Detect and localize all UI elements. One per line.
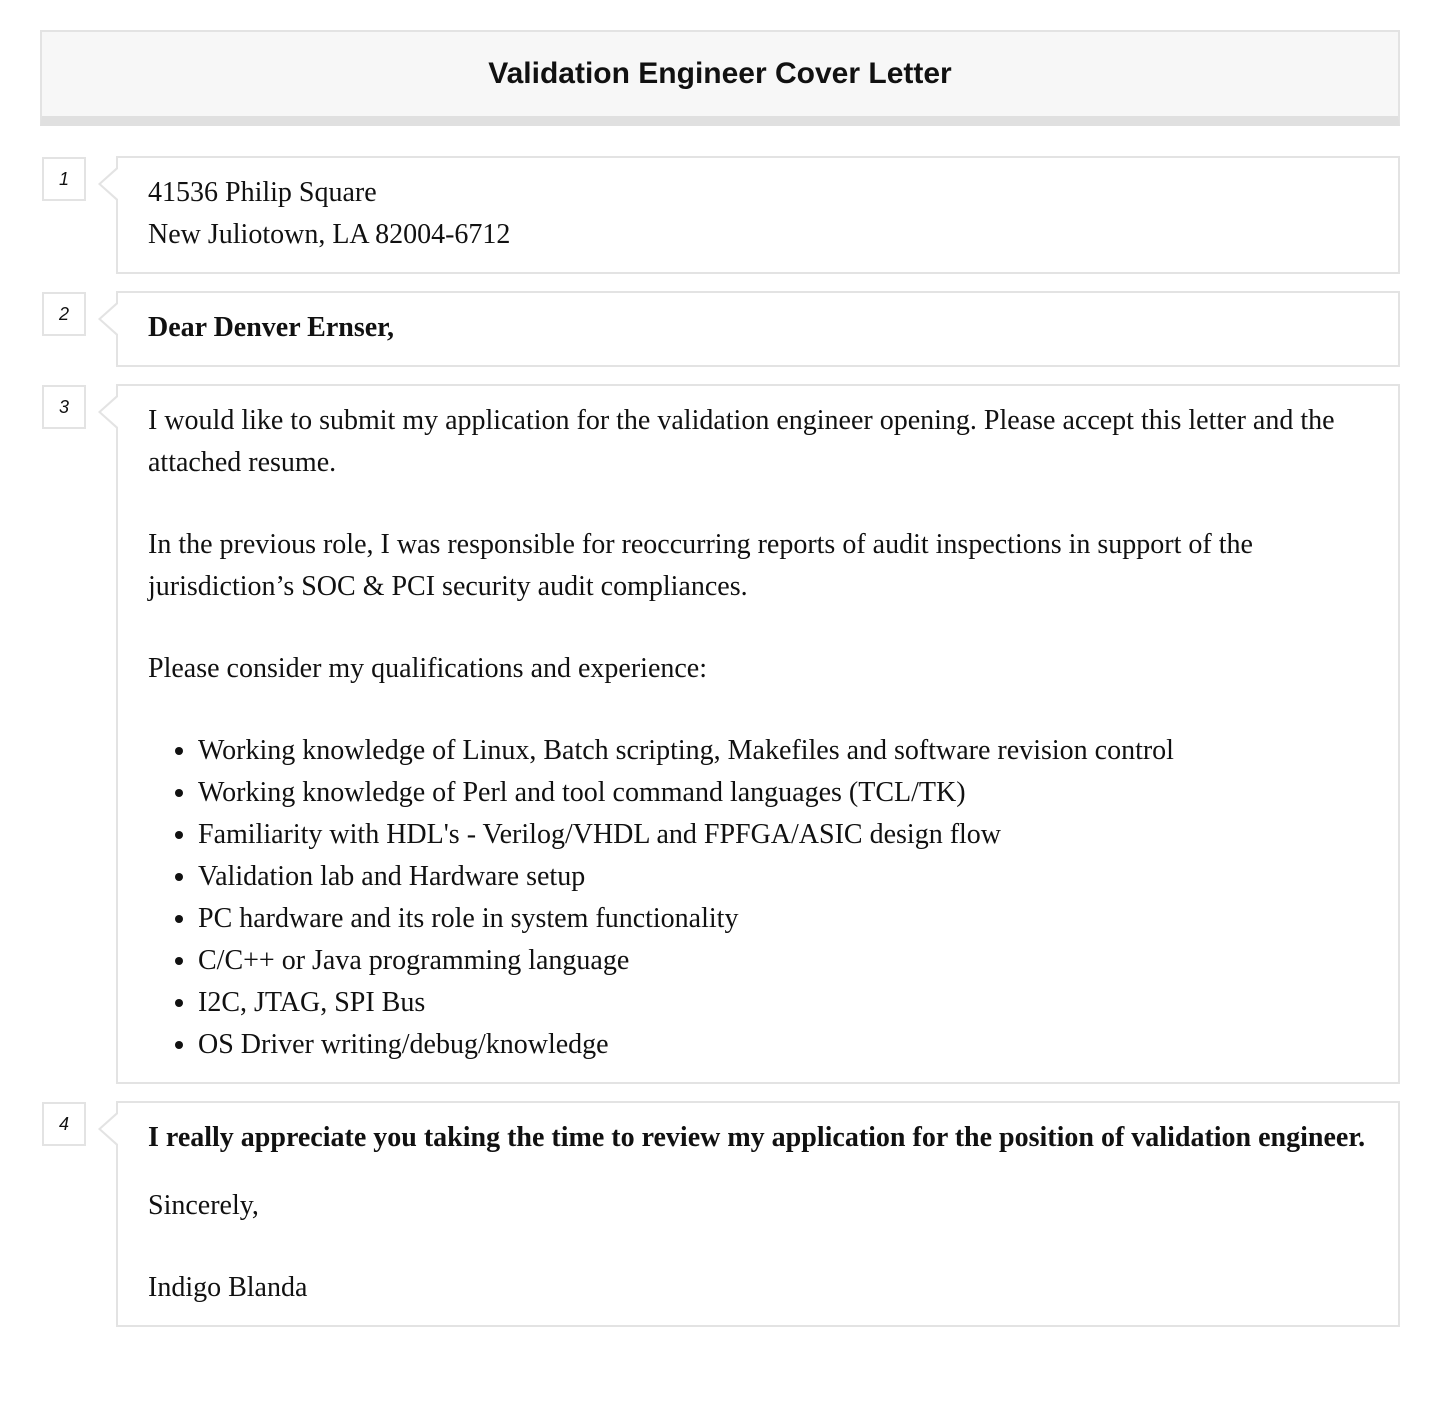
greeting-card xyxy=(116,291,1400,367)
list-item: • OS Driver writing/debug/knowledge xyxy=(198,1024,1368,1066)
section-number: 2 xyxy=(42,292,86,336)
paragraph: In the previous role, I was responsible for reoccurring reports of audit inspections in support of the jurisdiction’s SOC & PCI security audit compliances. xyxy=(148,529,1253,602)
closing: I really appreciate you taking the time to review my application for the position of validation engineer. xyxy=(148,1122,1366,1153)
paragraph: Please consider my qualifications and experience: xyxy=(148,653,708,684)
address-line: New Juliotown, LA 82004-6712 xyxy=(148,219,511,250)
section-number: 3 xyxy=(42,385,86,429)
address-card xyxy=(116,156,1400,274)
signoff: Sincerely, xyxy=(148,1190,259,1221)
closing-card xyxy=(116,1101,1400,1327)
section-address xyxy=(40,156,1400,274)
qualifications-list xyxy=(148,730,1368,1066)
list-item: • I2C, JTAG, SPI Bus xyxy=(198,982,1368,1024)
header xyxy=(40,30,1400,126)
section-body xyxy=(40,384,1400,1084)
section-number: 4 xyxy=(42,1102,86,1146)
list-item: • Working knowledge of Perl and tool command languages (TCL/TK) xyxy=(198,772,1368,814)
greeting: Dear Denver Ernser, xyxy=(148,312,394,343)
page-title: Validation Engineer Cover Letter xyxy=(488,57,952,90)
list-item: • PC hardware and its role in system functionality xyxy=(198,898,1368,940)
signer-name: Indigo Blanda xyxy=(148,1272,308,1303)
list-item: • C/C++ or Java programming language xyxy=(198,940,1368,982)
body-card xyxy=(116,384,1400,1084)
paragraph: I would like to submit my application for the validation engineer opening. Please accept this letter and the attached resume. xyxy=(148,405,1335,478)
section-closing xyxy=(40,1101,1400,1327)
section-greeting xyxy=(40,291,1400,367)
list-item: • Working knowledge of Linux, Batch scripting, Makefiles and software revision control xyxy=(198,730,1368,772)
list-item: • Familiarity with HDL's - Verilog/VHDL and FPFGA/ASIC design flow xyxy=(198,814,1368,856)
list-item: • Validation lab and Hardware setup xyxy=(198,856,1368,898)
address-line: 41536 Philip Square xyxy=(148,177,377,208)
section-number: 1 xyxy=(42,157,86,201)
